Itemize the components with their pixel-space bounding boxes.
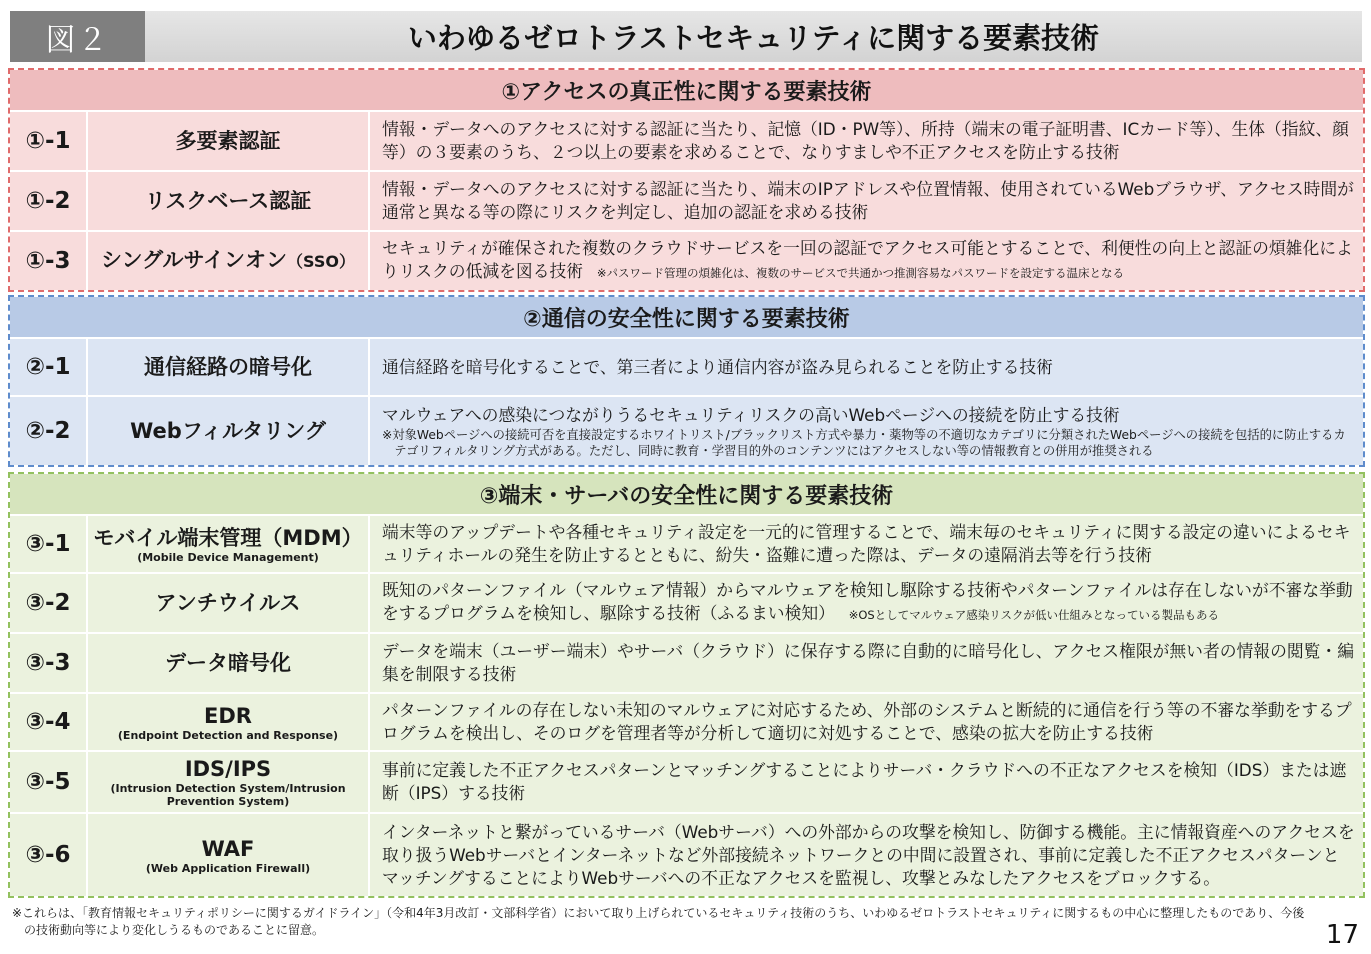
row-name — [88, 397, 368, 465]
row-description — [370, 112, 1363, 170]
technology-name-main: シングルサインオン — [101, 248, 288, 272]
table-row — [10, 752, 1363, 812]
table-row — [10, 397, 1363, 465]
row-description — [370, 397, 1363, 465]
technology-name-english: (Mobile Device Management) — [137, 550, 319, 564]
description-text: 既知のパターンファイル（マルウェア情報）からマルウェアを検知し駆除する技術やパターンファイルは存在しないが不審な挙動をするプログラムを検知し、駆除する技術（ふるまい検知） — [382, 580, 1353, 623]
technology-name: IDS/IPS — [184, 757, 272, 781]
row-name — [88, 516, 368, 572]
table-row — [10, 112, 1363, 170]
row-number: ②-1 — [10, 339, 86, 395]
row-description — [370, 516, 1363, 572]
description-text: 情報・データへのアクセスに対する認証に当たり、端末のIPアドレスや位置情報、使用されているWebブラウザ、アクセス時間が通常と異なる等の際にリスクを判定し、追加の認証を求める技術 — [382, 179, 1354, 222]
description-note: ※パスワード管理の煩雑化は、複数のサービスで共通かつ推測容易なパスワードを設定する温床となる — [596, 266, 1124, 280]
row-number: ③-6 — [10, 814, 86, 896]
table-row — [10, 339, 1363, 395]
description-text: 情報・データへのアクセスに対する認証に当たり、記憶（ID・PW等）、所持（端末の電子証明書、ICカード等）、生体（指紋、顔等）の３要素のうち、２つ以上の要素を求めることで、なりすましや不正アクセスを防止する技術 — [382, 119, 1349, 162]
row-name — [88, 339, 368, 395]
row-description — [370, 814, 1363, 896]
row-name — [88, 634, 368, 692]
page-title-bar — [145, 11, 1362, 62]
footnote: ※これらは、「教育情報セキュリティポリシーに関するガイドライン」（令和4年3月改訂・文部科学省）において取り上げられているセキュリティ技術のうち、いわゆるゼロトラストセキュリティに関するもの中心に整理したものであり、今後の技術動向等により変化しうるものであることに留意。 — [12, 906, 1305, 937]
row-name — [88, 172, 368, 230]
description-text: インターネットと繋がっているサーバ（Webサーバ）への外部からの攻撃を検知し、防御する機能。主に情報資産へのアクセスを取り扱うWebサーバとインターネットなど外部接続ネットワークとの中間に設置され、事前に定義した不正アクセスパターンとマッチングすることによりWebサーバへの不正なアクセスを監視し、攻撃とみなしたアクセスをブロックする。 — [382, 821, 1355, 888]
row-description — [370, 232, 1363, 290]
description-text: 事前に定義した不正アクセスパターンとマッチングすることによりサーバ・クラウドへの不正なアクセスを検知（IDS）または遮断（IPS）する技術 — [382, 760, 1347, 803]
row-name — [88, 814, 368, 896]
description-text: パターンファイルの存在しない未知のマルウェアに対応するため、外部のシステムと断続的に通信を行う等の不審な挙動をするプログラムを検出し、そのログを管理者等が分析して適切に対処することで、感染の拡大を防止する技術 — [382, 700, 1352, 743]
description-text: 端末等のアップデートや各種セキュリティ設定を一元的に管理することで、端末毎のセキュリティに関する設定の違いによるセキュリティホールの発生を防止するとともに、紛失・盗難に遭った際は、データの遠隔消去等を行う技術 — [382, 522, 1351, 565]
section-access-authenticity — [8, 68, 1365, 292]
figure-label: 図２ — [10, 11, 145, 62]
row-name — [88, 232, 368, 290]
table-row — [10, 172, 1363, 230]
row-number: ②-2 — [10, 397, 86, 465]
technology-name-suffix: （SSO） — [287, 252, 355, 271]
technology-name: データ暗号化 — [165, 651, 291, 675]
technology-name: リスクベース認証 — [144, 189, 312, 213]
row-description — [370, 339, 1363, 395]
technology-name — [101, 247, 355, 275]
technology-name: モバイル端末管理（MDM） — [93, 525, 363, 550]
description-text: セキュリティが確保された複数のクラウドサービスを一回の認証でアクセス可能とすることで、利便性の向上と認証の煩雑化によりリスクの低減を図る技術 — [382, 238, 1353, 281]
table-row — [10, 516, 1363, 572]
row-number: ①-1 — [10, 112, 86, 170]
row-description — [370, 574, 1363, 632]
row-description — [370, 694, 1363, 750]
technology-name: WAF — [201, 836, 255, 861]
technology-name: EDR — [204, 703, 252, 728]
technology-name-english: (Endpoint Detection and Response) — [117, 728, 339, 742]
section-communication-safety — [8, 295, 1365, 467]
page-title: いわゆるゼロトラストセキュリティに関する要素技術 — [407, 21, 1100, 55]
section-header: ②通信の安全性に関する要素技術 — [10, 297, 1363, 337]
technology-name-english: (Web Application Firewall) — [145, 861, 311, 875]
technology-name: Webフィルタリング — [130, 419, 326, 443]
row-number: ③-2 — [10, 574, 86, 632]
description-note: ※OSとしてマルウェア感染リスクが低い仕組みとなっている製品もある — [848, 608, 1220, 622]
row-name — [88, 752, 368, 812]
description-text: データを端末（ユーザー端末）やサーバ（クラウド）に保存する際に自動的に暗号化し、アクセス権限が無い者の情報の閲覧・編集を制限する技術 — [382, 641, 1354, 684]
row-number: ③-1 — [10, 516, 86, 572]
section-endpoint-server-safety — [8, 472, 1365, 898]
row-name — [88, 112, 368, 170]
row-description — [370, 172, 1363, 230]
description-note: ※対象Webページへの接続可否を直接設定するホワイトリスト/ブラックリスト方式や暴力・薬物等の不適切なカテゴリに分類されたWebページへの接続を包括的に防止するカテゴリフィルタリング方式がある。ただし、同時に教育・学習目的外のコンテンツにはアクセスしない等の情報教育との併用が推奨される — [382, 427, 1346, 458]
page-number: 17 — [1325, 920, 1359, 950]
description-text: マルウェアへの感染につながりうるセキュリティリスクの高いWebページへの接続を防止する技術 — [382, 404, 1120, 425]
row-number: ①-2 — [10, 172, 86, 230]
table-row — [10, 232, 1363, 290]
table-row — [10, 694, 1363, 750]
technology-name: 通信経路の暗号化 — [144, 355, 312, 379]
technology-name-english: (Intrusion Detection System/Intrusion Prevention System) — [110, 782, 346, 808]
technology-name: アンチウイルス — [155, 591, 301, 615]
section-header: ③端末・サーバの安全性に関する要素技術 — [10, 474, 1363, 514]
row-description — [370, 634, 1363, 692]
row-name — [88, 574, 368, 632]
row-number: ③-4 — [10, 694, 86, 750]
table-row — [10, 574, 1363, 632]
row-description — [370, 752, 1363, 812]
table-row — [10, 814, 1363, 896]
technology-name: 多要素認証 — [175, 129, 281, 153]
row-number: ③-5 — [10, 752, 86, 812]
row-name — [88, 694, 368, 750]
table-row — [10, 634, 1363, 692]
row-number: ①-3 — [10, 232, 86, 290]
section-header: ①アクセスの真正性に関する要素技術 — [10, 70, 1363, 110]
description-text: 通信経路を暗号化することで、第三者により通信内容が盗み見られることを防止する技術 — [382, 356, 1053, 377]
row-number: ③-3 — [10, 634, 86, 692]
